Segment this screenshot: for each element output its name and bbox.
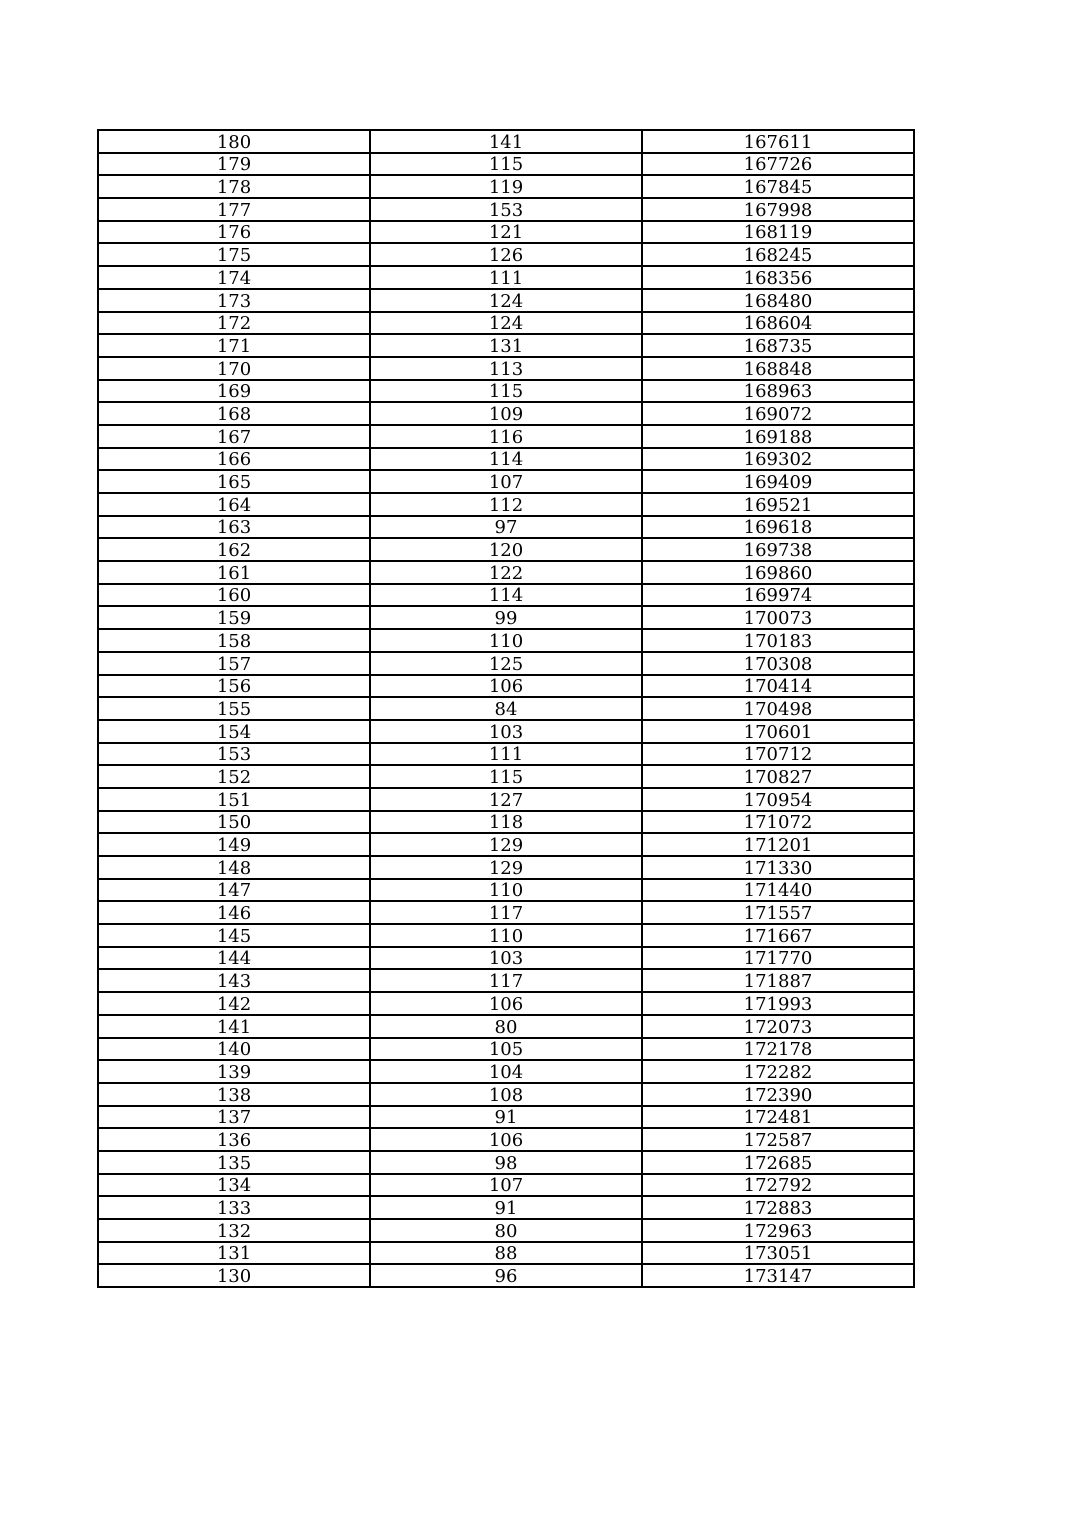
- count-cell: 99: [370, 606, 642, 629]
- table-row: [98, 538, 914, 561]
- count-cell: 104: [370, 1060, 642, 1083]
- score-cell: 166: [98, 448, 370, 471]
- score-cell: 132: [98, 1219, 370, 1242]
- count-cell: 111: [370, 266, 642, 289]
- table-row: [98, 969, 914, 992]
- count-cell: 103: [370, 720, 642, 743]
- count-cell: 115: [370, 765, 642, 788]
- score-cell: 162: [98, 538, 370, 561]
- cumulative-cell: 173147: [642, 1264, 914, 1287]
- cumulative-cell: 171330: [642, 856, 914, 879]
- table-row: [98, 1038, 914, 1061]
- count-cell: 106: [370, 675, 642, 698]
- score-cell: 134: [98, 1174, 370, 1197]
- score-cell: 176: [98, 221, 370, 244]
- table-row: [98, 357, 914, 380]
- table-row: [98, 833, 914, 856]
- table-row: [98, 243, 914, 266]
- count-cell: 113: [370, 357, 642, 380]
- table-row: [98, 629, 914, 652]
- count-cell: 112: [370, 493, 642, 516]
- score-cell: 130: [98, 1264, 370, 1287]
- score-cell: 169: [98, 380, 370, 403]
- cumulative-cell: 169521: [642, 493, 914, 516]
- count-cell: 114: [370, 584, 642, 607]
- table-row: [98, 448, 914, 471]
- count-cell: 110: [370, 629, 642, 652]
- cumulative-cell: 171072: [642, 811, 914, 834]
- count-cell: 122: [370, 561, 642, 584]
- cumulative-cell: 172390: [642, 1083, 914, 1106]
- count-cell: 120: [370, 538, 642, 561]
- cumulative-cell: 171993: [642, 992, 914, 1015]
- table-row: [98, 1242, 914, 1265]
- score-cell: 136: [98, 1128, 370, 1151]
- score-cell: 150: [98, 811, 370, 834]
- table-row: [98, 743, 914, 766]
- cumulative-cell: 172883: [642, 1196, 914, 1219]
- count-cell: 91: [370, 1106, 642, 1129]
- cumulative-cell: 167845: [642, 175, 914, 198]
- score-cell: 148: [98, 856, 370, 879]
- score-table-body: [98, 130, 914, 1287]
- table-row: [98, 516, 914, 539]
- cumulative-cell: 169618: [642, 516, 914, 539]
- count-cell: 117: [370, 969, 642, 992]
- count-cell: 115: [370, 153, 642, 176]
- count-cell: 97: [370, 516, 642, 539]
- cumulative-cell: 170498: [642, 697, 914, 720]
- table-row: [98, 924, 914, 947]
- table-row: [98, 334, 914, 357]
- count-cell: 119: [370, 175, 642, 198]
- cumulative-cell: 172073: [642, 1015, 914, 1038]
- score-cell: 174: [98, 266, 370, 289]
- count-cell: 106: [370, 1128, 642, 1151]
- count-cell: 84: [370, 697, 642, 720]
- score-cell: 175: [98, 243, 370, 266]
- score-cell: 159: [98, 606, 370, 629]
- count-cell: 103: [370, 947, 642, 970]
- table-row: [98, 130, 914, 153]
- cumulative-cell: 167611: [642, 130, 914, 153]
- score-table-container: [97, 129, 914, 1288]
- cumulative-cell: 171887: [642, 969, 914, 992]
- score-cell: 147: [98, 879, 370, 902]
- table-row: [98, 221, 914, 244]
- count-cell: 96: [370, 1264, 642, 1287]
- score-cell: 154: [98, 720, 370, 743]
- count-cell: 126: [370, 243, 642, 266]
- table-row: [98, 584, 914, 607]
- score-cell: 180: [98, 130, 370, 153]
- table-row: [98, 312, 914, 335]
- cumulative-cell: 170827: [642, 765, 914, 788]
- count-cell: 91: [370, 1196, 642, 1219]
- cumulative-cell: 173051: [642, 1242, 914, 1265]
- table-row: [98, 470, 914, 493]
- cumulative-cell: 171557: [642, 901, 914, 924]
- score-cell: 138: [98, 1083, 370, 1106]
- table-row: [98, 811, 914, 834]
- table-row: [98, 380, 914, 403]
- score-cell: 143: [98, 969, 370, 992]
- cumulative-cell: 168245: [642, 243, 914, 266]
- count-cell: 115: [370, 380, 642, 403]
- cumulative-cell: 172685: [642, 1151, 914, 1174]
- count-cell: 141: [370, 130, 642, 153]
- score-cell: 163: [98, 516, 370, 539]
- score-cell: 133: [98, 1196, 370, 1219]
- cumulative-cell: 171770: [642, 947, 914, 970]
- score-cell: 179: [98, 153, 370, 176]
- count-cell: 109: [370, 402, 642, 425]
- score-cell: 165: [98, 470, 370, 493]
- table-row: [98, 606, 914, 629]
- cumulative-cell: 170712: [642, 743, 914, 766]
- count-cell: 153: [370, 198, 642, 221]
- score-cell: 151: [98, 788, 370, 811]
- score-cell: 155: [98, 697, 370, 720]
- cumulative-cell: 172792: [642, 1174, 914, 1197]
- score-cell: 141: [98, 1015, 370, 1038]
- cumulative-cell: 169072: [642, 402, 914, 425]
- cumulative-cell: 168604: [642, 312, 914, 335]
- score-cell: 172: [98, 312, 370, 335]
- table-row: [98, 1083, 914, 1106]
- count-cell: 80: [370, 1219, 642, 1242]
- table-row: [98, 652, 914, 675]
- score-cell: 160: [98, 584, 370, 607]
- cumulative-cell: 169409: [642, 470, 914, 493]
- cumulative-cell: 172963: [642, 1219, 914, 1242]
- table-row: [98, 720, 914, 743]
- score-cell: 158: [98, 629, 370, 652]
- cumulative-cell: 171440: [642, 879, 914, 902]
- count-cell: 106: [370, 992, 642, 1015]
- cumulative-cell: 168848: [642, 357, 914, 380]
- count-cell: 129: [370, 856, 642, 879]
- cumulative-cell: 169188: [642, 425, 914, 448]
- score-cell: 178: [98, 175, 370, 198]
- count-cell: 98: [370, 1151, 642, 1174]
- score-cell: 171: [98, 334, 370, 357]
- score-cell: 149: [98, 833, 370, 856]
- score-cell: 170: [98, 357, 370, 380]
- cumulative-cell: 168119: [642, 221, 914, 244]
- cumulative-cell: 168963: [642, 380, 914, 403]
- table-row: [98, 561, 914, 584]
- cumulative-cell: 170954: [642, 788, 914, 811]
- table-row: [98, 402, 914, 425]
- score-cell: 173: [98, 289, 370, 312]
- cumulative-cell: 168735: [642, 334, 914, 357]
- score-cell: 135: [98, 1151, 370, 1174]
- score-cell: 139: [98, 1060, 370, 1083]
- count-cell: 105: [370, 1038, 642, 1061]
- table-row: [98, 675, 914, 698]
- cumulative-cell: 168480: [642, 289, 914, 312]
- score-cell: 177: [98, 198, 370, 221]
- table-row: [98, 879, 914, 902]
- cumulative-cell: 167998: [642, 198, 914, 221]
- table-row: [98, 493, 914, 516]
- count-cell: 110: [370, 924, 642, 947]
- cumulative-cell: 168356: [642, 266, 914, 289]
- count-cell: 118: [370, 811, 642, 834]
- cumulative-cell: 170601: [642, 720, 914, 743]
- score-cell: 156: [98, 675, 370, 698]
- table-row: [98, 1015, 914, 1038]
- table-row: [98, 425, 914, 448]
- cumulative-cell: 172481: [642, 1106, 914, 1129]
- score-cell: 164: [98, 493, 370, 516]
- table-row: [98, 856, 914, 879]
- table-row: [98, 198, 914, 221]
- score-cell: 157: [98, 652, 370, 675]
- cumulative-cell: 171201: [642, 833, 914, 856]
- count-cell: 107: [370, 470, 642, 493]
- table-row: [98, 1106, 914, 1129]
- count-cell: 110: [370, 879, 642, 902]
- table-row: [98, 765, 914, 788]
- count-cell: 129: [370, 833, 642, 856]
- cumulative-cell: 169302: [642, 448, 914, 471]
- score-cell: 168: [98, 402, 370, 425]
- cumulative-cell: 172178: [642, 1038, 914, 1061]
- cumulative-cell: 169974: [642, 584, 914, 607]
- cumulative-cell: 170308: [642, 652, 914, 675]
- score-table: [97, 129, 915, 1288]
- count-cell: 125: [370, 652, 642, 675]
- table-row: [98, 788, 914, 811]
- table-row: [98, 697, 914, 720]
- table-row: [98, 266, 914, 289]
- score-cell: 140: [98, 1038, 370, 1061]
- table-row: [98, 289, 914, 312]
- cumulative-cell: 171667: [642, 924, 914, 947]
- score-cell: 144: [98, 947, 370, 970]
- table-row: [98, 1174, 914, 1197]
- table-row: [98, 175, 914, 198]
- count-cell: 114: [370, 448, 642, 471]
- score-cell: 146: [98, 901, 370, 924]
- count-cell: 117: [370, 901, 642, 924]
- cumulative-cell: 170183: [642, 629, 914, 652]
- score-cell: 131: [98, 1242, 370, 1265]
- count-cell: 88: [370, 1242, 642, 1265]
- cumulative-cell: 169860: [642, 561, 914, 584]
- count-cell: 80: [370, 1015, 642, 1038]
- table-row: [98, 153, 914, 176]
- count-cell: 127: [370, 788, 642, 811]
- cumulative-cell: 172282: [642, 1060, 914, 1083]
- count-cell: 111: [370, 743, 642, 766]
- table-row: [98, 1219, 914, 1242]
- score-cell: 152: [98, 765, 370, 788]
- count-cell: 121: [370, 221, 642, 244]
- table-row: [98, 1151, 914, 1174]
- table-row: [98, 1196, 914, 1219]
- count-cell: 131: [370, 334, 642, 357]
- count-cell: 107: [370, 1174, 642, 1197]
- score-cell: 167: [98, 425, 370, 448]
- count-cell: 124: [370, 312, 642, 335]
- score-cell: 161: [98, 561, 370, 584]
- score-cell: 145: [98, 924, 370, 947]
- cumulative-cell: 170414: [642, 675, 914, 698]
- cumulative-cell: 172587: [642, 1128, 914, 1151]
- table-row: [98, 1128, 914, 1151]
- cumulative-cell: 170073: [642, 606, 914, 629]
- table-row: [98, 901, 914, 924]
- cumulative-cell: 167726: [642, 153, 914, 176]
- table-row: [98, 1264, 914, 1287]
- table-row: [98, 947, 914, 970]
- table-row: [98, 992, 914, 1015]
- score-cell: 142: [98, 992, 370, 1015]
- cumulative-cell: 169738: [642, 538, 914, 561]
- count-cell: 124: [370, 289, 642, 312]
- table-row: [98, 1060, 914, 1083]
- count-cell: 108: [370, 1083, 642, 1106]
- count-cell: 116: [370, 425, 642, 448]
- score-cell: 137: [98, 1106, 370, 1129]
- score-cell: 153: [98, 743, 370, 766]
